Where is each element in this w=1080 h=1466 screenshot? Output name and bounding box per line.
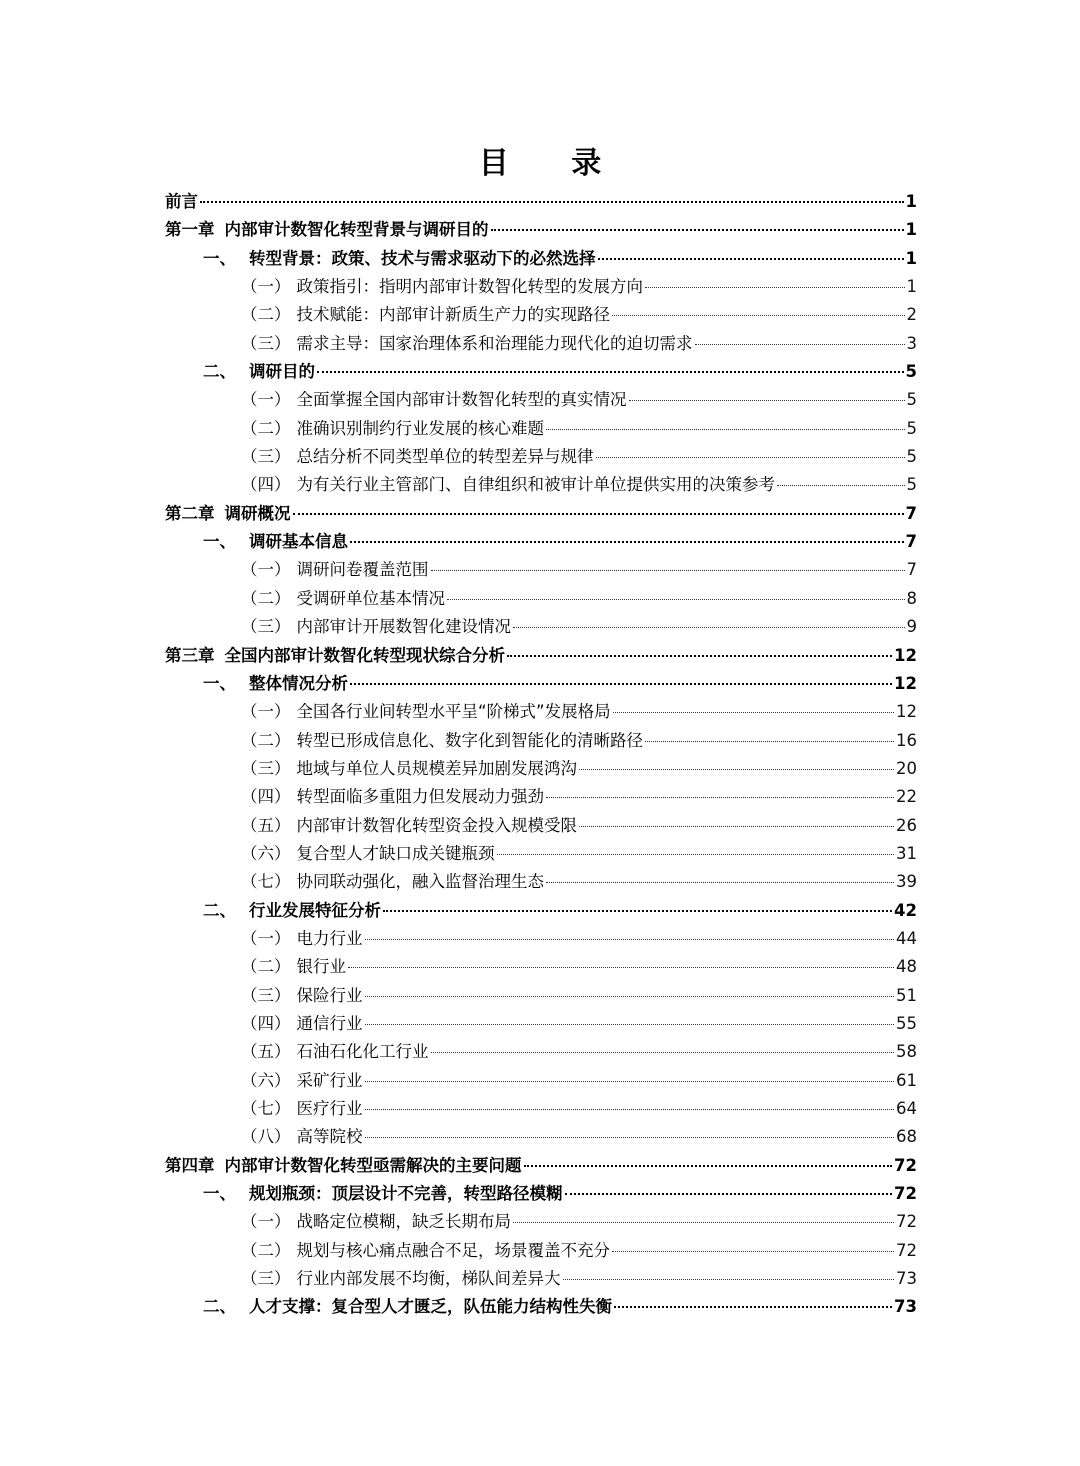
toc-entry-text: 转型背景：政策、技术与需求驱动下的必然选择 bbox=[249, 248, 596, 268]
toc-entry[interactable] bbox=[165, 1067, 917, 1095]
toc-entry-text: 需求主导：国家治理体系和治理能力现代化的迫切需求 bbox=[296, 333, 693, 353]
toc-entry-page-number: 3 bbox=[906, 333, 917, 353]
dot-leader bbox=[200, 201, 904, 203]
toc-entry-text: 行业发展特征分析 bbox=[249, 900, 381, 920]
toc-entry-text: 行业内部发展不均衡，梯队间差异大 bbox=[296, 1269, 561, 1289]
toc-entry-page-number: 16 bbox=[896, 730, 917, 750]
dot-leader bbox=[645, 741, 894, 742]
toc-entry-page-number: 5 bbox=[906, 418, 917, 438]
dot-leader bbox=[598, 258, 904, 260]
dot-leader bbox=[614, 1306, 892, 1308]
toc-entry-number: （六） bbox=[241, 1070, 291, 1090]
toc-entry-number: （三） bbox=[241, 617, 291, 637]
toc-entry-number: （六） bbox=[241, 843, 291, 863]
toc-entry[interactable] bbox=[165, 358, 917, 386]
toc-entry-page-number: 9 bbox=[906, 617, 917, 637]
toc-entry-page-number: 26 bbox=[896, 815, 917, 835]
toc-entry-page-number: 12 bbox=[896, 702, 917, 722]
toc-entry-text: 银行业 bbox=[296, 957, 346, 977]
dot-leader bbox=[513, 1222, 894, 1223]
toc-entry-number: 二、 bbox=[203, 362, 236, 382]
toc-entry-number: （一） bbox=[241, 1212, 291, 1232]
toc-entry-text: 全国内部审计数智化转型现状综合分析 bbox=[224, 645, 505, 665]
toc-entry-number: （一） bbox=[241, 390, 291, 410]
toc-entry-number: 第一章 bbox=[165, 220, 215, 240]
toc-entry-text: 前言 bbox=[165, 192, 198, 211]
toc-entry-page-number: 58 bbox=[896, 1042, 917, 1062]
toc-entry-number: 第四章 bbox=[165, 1155, 215, 1175]
toc-entry-number: （四） bbox=[241, 1013, 291, 1033]
toc-entry-page-number: 39 bbox=[896, 872, 917, 892]
toc-entry-number: 第二章 bbox=[165, 503, 215, 523]
dot-leader bbox=[579, 769, 894, 770]
dot-leader bbox=[645, 287, 905, 288]
dot-leader bbox=[431, 1052, 895, 1053]
dot-leader bbox=[777, 485, 905, 486]
dot-leader bbox=[365, 1137, 895, 1138]
toc-entry-text: 人才支撑：复合型人才匮乏，队伍能力结构性失衡 bbox=[249, 1297, 612, 1317]
toc-entry-text: 政策指引：指明内部审计数智化转型的发展方向 bbox=[296, 277, 643, 297]
dot-leader bbox=[350, 683, 892, 685]
toc-entry-number: 二、 bbox=[203, 1297, 236, 1317]
toc-entry-page-number: 7 bbox=[905, 503, 917, 523]
dot-leader bbox=[497, 854, 895, 855]
dot-leader bbox=[348, 967, 894, 968]
toc-entry-number: （四） bbox=[241, 475, 291, 495]
toc-entry-page-number: 73 bbox=[896, 1269, 917, 1289]
dot-leader bbox=[612, 1251, 894, 1252]
toc-entry-text: 协同联动强化，融入监督治理生态 bbox=[296, 872, 544, 892]
toc-entry-number: （五） bbox=[241, 815, 291, 835]
toc-entry-page-number: 2 bbox=[906, 305, 917, 325]
toc-entry-text: 电力行业 bbox=[296, 928, 363, 948]
toc-entry-number: （二） bbox=[241, 305, 291, 325]
toc-entry[interactable] bbox=[165, 1152, 917, 1180]
toc-entry[interactable] bbox=[165, 755, 917, 783]
toc-entry-text: 内部审计数智化转型亟需解决的主要问题 bbox=[224, 1155, 522, 1175]
toc-entry[interactable] bbox=[165, 1038, 917, 1066]
dot-leader bbox=[293, 513, 904, 515]
toc-entry[interactable] bbox=[165, 528, 917, 556]
toc-entry[interactable] bbox=[165, 670, 917, 698]
dot-leader bbox=[695, 344, 905, 345]
toc-entry-page-number: 1 bbox=[906, 277, 917, 297]
toc-entry-page-number: 5 bbox=[906, 475, 917, 495]
toc-entry-text: 转型已形成信息化、数字化到智能化的清晰路径 bbox=[296, 730, 643, 750]
toc-entry[interactable] bbox=[165, 698, 917, 726]
toc-entry-text: 石油石化化工行业 bbox=[296, 1042, 429, 1062]
toc-entry-text: 全面掌握全国内部审计数智化转型的真实情况 bbox=[296, 390, 627, 410]
toc-entry-number: （一） bbox=[241, 277, 291, 297]
toc-entry-number: （二） bbox=[241, 730, 291, 750]
toc-entry[interactable] bbox=[165, 953, 917, 981]
toc-entry-number: 一、 bbox=[203, 1184, 236, 1204]
dot-leader bbox=[350, 541, 904, 543]
toc-entry-number: 一、 bbox=[203, 673, 236, 693]
toc-entry[interactable] bbox=[165, 330, 917, 358]
toc-entry-text: 为有关行业主管部门、自律组织和被审计单位提供实用的决策参考 bbox=[296, 475, 775, 495]
dot-leader bbox=[365, 1109, 895, 1110]
toc-entry-number: （三） bbox=[241, 758, 291, 778]
toc-entry[interactable] bbox=[165, 1265, 917, 1293]
toc-entry[interactable] bbox=[165, 613, 917, 641]
toc-entry[interactable] bbox=[165, 897, 917, 925]
toc-entry-page-number: 1 bbox=[905, 220, 917, 240]
dot-leader bbox=[431, 570, 905, 571]
toc-entry-page-number: 48 bbox=[896, 957, 917, 977]
toc-entry-number: （二） bbox=[241, 1240, 291, 1260]
toc-entry-text: 内部审计数智化转型资金投入规模受限 bbox=[296, 815, 577, 835]
toc-entry[interactable] bbox=[165, 868, 917, 896]
toc-entry[interactable] bbox=[165, 1208, 917, 1236]
toc-entry[interactable] bbox=[165, 642, 917, 670]
dot-leader bbox=[365, 1081, 895, 1082]
toc-entry-text: 准确识别制约行业发展的核心难题 bbox=[296, 418, 544, 438]
toc-entry-number: （七） bbox=[241, 1099, 291, 1118]
toc-entry-text: 规划瓶颈：顶层设计不完善，转型路径模糊 bbox=[249, 1184, 563, 1204]
dot-leader bbox=[613, 712, 894, 713]
dot-leader bbox=[629, 400, 905, 401]
toc-entry-number: 一、 bbox=[203, 248, 236, 268]
toc-entry-page-number: 72 bbox=[896, 1212, 917, 1232]
toc-entry-number: 二、 bbox=[203, 900, 236, 920]
toc-entry[interactable] bbox=[165, 245, 917, 273]
toc-entry[interactable] bbox=[165, 1237, 917, 1265]
toc-entry-page-number: 61 bbox=[896, 1070, 917, 1090]
dot-leader bbox=[612, 315, 905, 316]
toc-entry[interactable] bbox=[165, 982, 917, 1010]
toc-entry-page-number: 5 bbox=[906, 390, 917, 410]
toc-entry-text: 总结分析不同类型单位的转型差异与规律 bbox=[296, 447, 594, 467]
toc-entry[interactable] bbox=[165, 1180, 917, 1208]
dot-leader bbox=[317, 371, 904, 373]
toc-entry-text: 技术赋能：内部审计新质生产力的实现路径 bbox=[296, 305, 610, 325]
dot-leader bbox=[524, 1165, 893, 1167]
dot-leader bbox=[546, 797, 894, 798]
toc-entry-text: 地域与单位人员规模差异加剧发展鸿沟 bbox=[296, 758, 577, 778]
toc-entry-number: （一） bbox=[241, 560, 291, 580]
toc-entry-number: （七） bbox=[241, 872, 291, 892]
toc-entry-page-number: 1 bbox=[905, 248, 917, 268]
toc-entry-number: （二） bbox=[241, 418, 291, 438]
toc-entry-text: 调研目的 bbox=[249, 362, 315, 382]
toc-entry-text: 整体情况分析 bbox=[249, 673, 348, 693]
toc-entry-page-number: 5 bbox=[906, 447, 917, 467]
toc-entry[interactable] bbox=[165, 216, 917, 244]
toc-entry-page-number: 72 bbox=[894, 1184, 917, 1204]
toc-entry-page-number: 64 bbox=[896, 1099, 917, 1118]
toc-entry-page-number: 7 bbox=[905, 532, 917, 552]
toc-entry-text: 复合型人才缺口成关键瓶颈 bbox=[296, 843, 495, 863]
toc-entry[interactable] bbox=[165, 1010, 917, 1038]
toc-entry-page-number: 1 bbox=[905, 192, 917, 211]
toc-entry-page-number: 72 bbox=[894, 1155, 917, 1175]
dot-leader bbox=[365, 996, 895, 997]
toc-list bbox=[165, 188, 917, 1322]
toc-entry[interactable] bbox=[165, 273, 917, 301]
toc-entry-number: 一、 bbox=[203, 532, 236, 552]
toc-entry-page-number: 7 bbox=[906, 560, 917, 580]
toc-entry[interactable] bbox=[165, 500, 917, 528]
toc-entry-text: 采矿行业 bbox=[296, 1070, 363, 1090]
toc-entry[interactable] bbox=[165, 443, 917, 471]
toc-entry[interactable] bbox=[165, 1123, 917, 1151]
toc-entry-page-number: 51 bbox=[896, 985, 917, 1005]
toc-entry-text: 调研基本信息 bbox=[249, 532, 348, 552]
toc-entry-text: 通信行业 bbox=[296, 1013, 363, 1033]
toc-entry-text: 调研问卷覆盖范围 bbox=[296, 560, 429, 580]
dot-leader bbox=[383, 910, 892, 912]
toc-entry-page-number: 72 bbox=[896, 1240, 917, 1260]
toc-entry-text: 内部审计开展数智化建设情况 bbox=[296, 617, 511, 637]
toc-entry[interactable] bbox=[165, 1293, 917, 1321]
toc-title: 目 录 bbox=[478, 146, 628, 181]
dot-leader bbox=[365, 939, 895, 940]
toc-entry-page-number: 8 bbox=[906, 588, 917, 608]
toc-entry[interactable] bbox=[165, 840, 917, 868]
toc-entry-page-number: 42 bbox=[894, 900, 917, 920]
toc-entry-page-number: 12 bbox=[894, 673, 917, 693]
toc-entry-number: （三） bbox=[241, 333, 291, 353]
toc-entry-page-number: 31 bbox=[896, 843, 917, 863]
toc-entry-page-number: 55 bbox=[896, 1013, 917, 1033]
toc-entry-text: 医疗行业 bbox=[296, 1099, 363, 1118]
toc-entry-number: （八） bbox=[241, 1127, 291, 1147]
toc-entry-number: （一） bbox=[241, 928, 291, 948]
dot-leader bbox=[365, 1024, 895, 1025]
toc-entry-number: （一） bbox=[241, 702, 291, 722]
toc-entry-text: 保险行业 bbox=[296, 985, 363, 1005]
toc-entry[interactable] bbox=[165, 585, 917, 613]
toc-entry-text: 高等院校 bbox=[296, 1127, 363, 1147]
toc-entry[interactable] bbox=[165, 301, 917, 329]
toc-entry[interactable] bbox=[165, 727, 917, 755]
toc-entry-page-number: 73 bbox=[894, 1297, 917, 1317]
toc-entry-page-number: 44 bbox=[896, 928, 917, 948]
toc-entry-page-number: 22 bbox=[896, 787, 917, 807]
toc-entry-text: 受调研单位基本情况 bbox=[296, 588, 445, 608]
toc-entry[interactable] bbox=[165, 471, 917, 499]
toc-entry-number: （二） bbox=[241, 957, 291, 977]
dot-leader bbox=[491, 229, 904, 231]
toc-entry-number: （四） bbox=[241, 787, 291, 807]
toc-entry-text: 战略定位模糊，缺乏长期布局 bbox=[296, 1212, 511, 1232]
toc-entry-text: 转型面临多重阻力但发展动力强劲 bbox=[296, 787, 544, 807]
dot-leader bbox=[563, 1279, 895, 1280]
toc-entry-page-number: 12 bbox=[894, 645, 917, 665]
toc-entry[interactable] bbox=[165, 386, 917, 414]
dot-leader bbox=[565, 1193, 893, 1195]
toc-entry-number: （三） bbox=[241, 985, 291, 1005]
toc-entry-number: 第三章 bbox=[165, 645, 215, 665]
toc-entry-text: 全国各行业间转型水平呈“阶梯式”发展格局 bbox=[296, 702, 611, 722]
dot-leader bbox=[513, 627, 905, 628]
toc-entry[interactable] bbox=[165, 1095, 917, 1123]
dot-leader bbox=[546, 882, 894, 883]
toc-entry-number: （三） bbox=[241, 447, 291, 467]
toc-entry[interactable] bbox=[165, 415, 917, 443]
toc-entry-number: （三） bbox=[241, 1269, 291, 1289]
dot-leader bbox=[507, 655, 892, 657]
dot-leader bbox=[579, 826, 894, 827]
toc-entry-page-number: 20 bbox=[896, 758, 917, 778]
toc-entry-text: 规划与核心痛点融合不足，场景覆盖不充分 bbox=[296, 1240, 610, 1260]
toc-entry[interactable] bbox=[165, 812, 917, 840]
dot-leader bbox=[447, 599, 905, 600]
toc-entry-page-number: 5 bbox=[905, 362, 917, 382]
dot-leader bbox=[546, 429, 905, 430]
toc-entry[interactable] bbox=[165, 188, 917, 216]
toc-entry-page-number: 68 bbox=[896, 1127, 917, 1147]
toc-entry-number: （二） bbox=[241, 588, 291, 608]
toc-entry-text: 调研概况 bbox=[224, 503, 291, 523]
toc-entry[interactable] bbox=[165, 556, 917, 584]
toc-entry[interactable] bbox=[165, 783, 917, 811]
toc-entry[interactable] bbox=[165, 925, 917, 953]
toc-entry-number: （五） bbox=[241, 1042, 291, 1062]
dot-leader bbox=[596, 457, 905, 458]
toc-entry-text: 内部审计数智化转型背景与调研目的 bbox=[224, 220, 489, 240]
